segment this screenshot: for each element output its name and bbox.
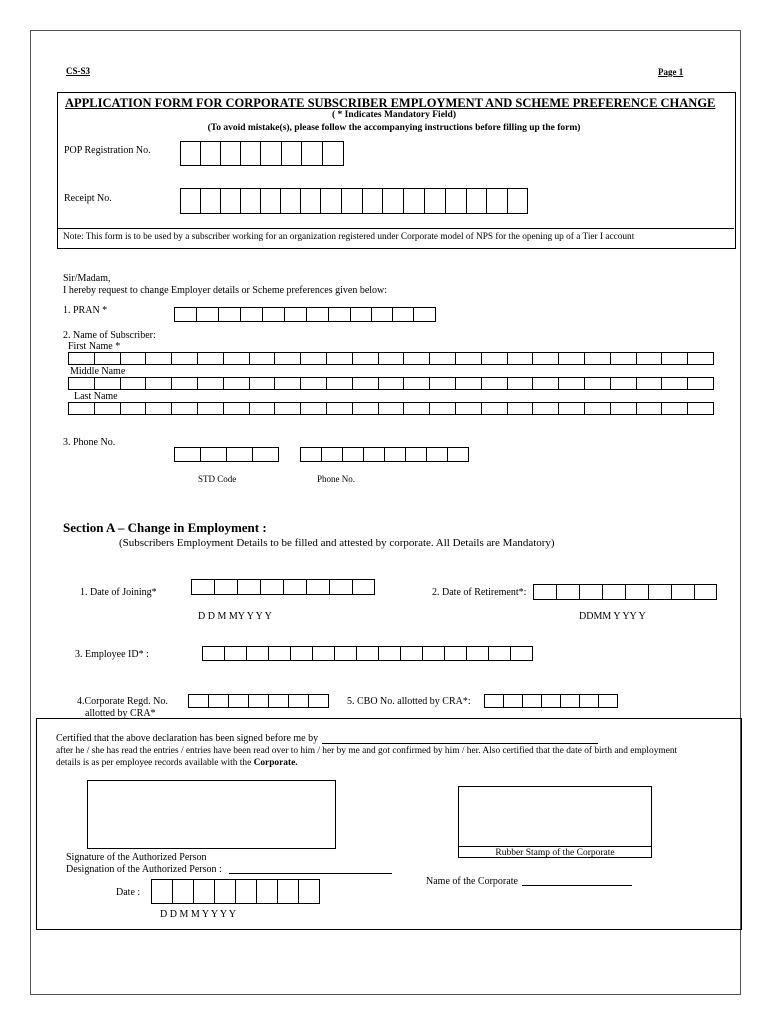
corporate-regd-label-2: allotted by CRA* bbox=[85, 708, 156, 719]
middle-name-label: Middle Name bbox=[70, 366, 126, 377]
cbo-no-input[interactable] bbox=[484, 694, 618, 708]
designation-label: Designation of the Authorized Person : bbox=[66, 864, 222, 875]
date-of-joining-label: 1. Date of Joining* bbox=[80, 587, 157, 598]
date-of-retirement-input[interactable] bbox=[533, 584, 717, 600]
form-note: Note: This form is to be used by a subscriber working for an organization registered under Corporate model of NPS for the opening up of a Tier I account bbox=[63, 232, 635, 242]
certification-date-input[interactable] bbox=[151, 879, 320, 904]
corporate-regd-input[interactable] bbox=[188, 694, 329, 708]
rubber-stamp-label: Rubber Stamp of the Corporate bbox=[495, 848, 615, 858]
first-name-label: First Name * bbox=[68, 341, 121, 352]
date-of-retirement-label: 2. Date of Retirement*: bbox=[432, 587, 527, 598]
signature-label: Signature of the Authorized Person bbox=[66, 852, 207, 863]
date-label: Date : bbox=[116, 887, 141, 898]
phone-number-input[interactable] bbox=[300, 447, 469, 462]
subscriber-name-heading: 2. Name of Subscriber: bbox=[63, 330, 156, 341]
section-a-subtitle: (Subscribers Employment Details to be filled and attested by corporate. All Details are Mandatory) bbox=[119, 537, 555, 549]
instruction-note: (To avoid mistake(s), please follow the accompanying instructions before filling up the form) bbox=[207, 123, 581, 133]
pop-registration-label: POP Registration No. bbox=[64, 145, 151, 156]
pran-input[interactable] bbox=[174, 307, 436, 322]
certification-line-2: after he / she has read the entries / entries have been read over to him / her by me and got confirmed by him / her. Also certified that the date of birth and employment bbox=[56, 746, 678, 756]
certification-date-format: D D M M Y Y Y Y bbox=[160, 909, 237, 920]
last-name-label: Last Name bbox=[74, 391, 118, 402]
receipt-no-input[interactable] bbox=[180, 188, 528, 214]
certification-line-1: Certified that the above declaration has been signed before me by bbox=[56, 733, 319, 744]
date-of-joining-input[interactable] bbox=[191, 579, 375, 595]
date-of-joining-format: D D M MY Y Y Y bbox=[198, 611, 272, 622]
std-code-caption: STD Code bbox=[198, 474, 237, 484]
receipt-no-label: Receipt No. bbox=[64, 193, 112, 204]
employee-id-label: 3. Employee ID* : bbox=[75, 649, 149, 660]
last-name-input[interactable] bbox=[68, 402, 714, 415]
form-title: APPLICATION FORM FOR CORPORATE SUBSCRIBER EMPLOYMENT AND SCHEME PREFERENCE CHANGE bbox=[65, 96, 716, 110]
middle-name-input[interactable] bbox=[68, 377, 714, 390]
designation-line[interactable] bbox=[229, 873, 392, 874]
signature-box[interactable] bbox=[87, 780, 336, 849]
subscriber-name-line[interactable] bbox=[322, 743, 598, 744]
pop-registration-input[interactable] bbox=[180, 141, 344, 166]
pran-label: 1. PRAN * bbox=[63, 305, 108, 316]
employee-id-input[interactable] bbox=[202, 646, 533, 661]
corporate-name-label: Name of the Corporate bbox=[426, 876, 518, 887]
corporate-name-line[interactable] bbox=[522, 885, 632, 886]
std-code-input[interactable] bbox=[174, 447, 279, 462]
cbo-no-label: 5. CBO No. allotted by CRA*: bbox=[347, 696, 471, 707]
certification-line-3: details is as per employee records available with the Corporate. bbox=[56, 758, 298, 768]
form-code: CS-S3 bbox=[66, 66, 91, 76]
salutation: Sir/Madam, bbox=[63, 273, 111, 284]
corporate-regd-label: 4.Corporate Regd. No. bbox=[77, 696, 168, 707]
page-number: Page 1 bbox=[658, 67, 684, 77]
request-text: I hereby request to change Employer details or Scheme preferences given below: bbox=[63, 285, 388, 296]
first-name-input[interactable] bbox=[68, 352, 714, 365]
date-of-retirement-format: DDMM Y YY Y bbox=[579, 611, 646, 622]
mandatory-note: ( * Indicates Mandatory Field) bbox=[331, 110, 457, 120]
phone-label: 3. Phone No. bbox=[63, 437, 116, 448]
phone-no-caption: Phone No. bbox=[317, 474, 355, 484]
section-a-title: Section A – Change in Employment : bbox=[63, 520, 267, 535]
